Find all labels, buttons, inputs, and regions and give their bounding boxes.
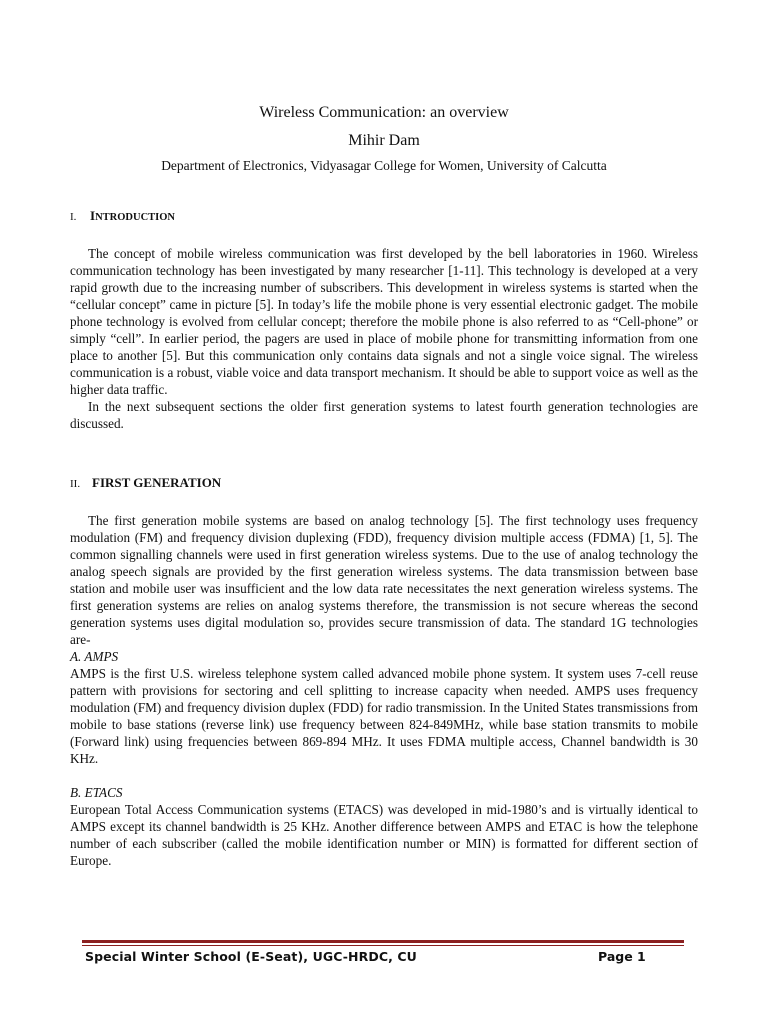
section-heading-first-generation [70, 474, 221, 493]
paragraph: AMPS is the first U.S. wireless telephone system called advanced mobile phone system. It system uses 7-cell reuse pattern with provisions for sectoring and cell splitting to increase capacity when needed. AMPS uses frequency modulation (FM) and frequency division duplex (FDD) for radio transmission. In the United States transmissions from mobile to base stations (reverse link) use frequency between 824-849MHz, while base station transmits to mobile (Forward link) using frequencies between 869-894 MHz. It uses FDMA multiple access, Channel bandwidth is 30 KHz. [70, 666, 698, 766]
footer-rule-thin [82, 945, 684, 946]
subsection-title-etacs: B. ETACS [70, 785, 123, 800]
paragraph: In the next subsequent sections the older first generation systems to latest fourth generation technologies are discussed. [70, 399, 698, 431]
paper-author: Mihir Dam [348, 132, 420, 149]
section-title-rest: NTRODUCTION [95, 212, 175, 223]
first-generation-body [70, 512, 698, 869]
subsection-title-amps: A. AMPS [70, 649, 119, 664]
page-number: Page 1 [598, 949, 646, 964]
paragraph: The first generation mobile systems are based on analog technology [5]. The first technology uses frequency modulation (FM) and frequency division duplexing (FDD), frequency division multiple access (FDMA) [1, 5]. The common signalling channels were used in first generation wireless systems. Due to the use of analog technology the analog speech signals are provided by the first generation wireless systems. The data transmission between base station and mobile user was insufficient and the low data rate necessitates the next generation wireless systems. The first generation systems are relies on analog systems therefore, the transmission is not secure whereas the second generation systems uses digital modulation so, provides secure transmission of data. The standard 1G technologies are- [70, 513, 698, 647]
section-number: II. [70, 478, 81, 490]
paragraph: European Total Access Communication systems (ETACS) was developed in mid-1980’s and is virtually identical to AMPS except its channel bandwidth is 25 KHz. Another difference between AMPS and ETAC is how the telephone number of each subscriber (called the mobile identification number or MIN) is formatted for different section of Europe. [70, 802, 698, 868]
section-title-initial: I [90, 208, 96, 223]
introduction-body [70, 245, 698, 432]
section-heading-introduction [70, 207, 175, 227]
paragraph: The concept of mobile wireless communication was first developed by the bell laboratories in 1960. Wireless communication technology has been investigated by many researcher [1-11]. This technology is developed at a very rapid growth due to the increasing number of subscribers. This development in wireless systems is started when the “cellular concept” came in picture [5]. In today’s life the mobile phone is very essential electronic gadget. The mobile phone technology is evolved from cellular concept; therefore the mobile phone is also referred to as “Cell-phone” or simply “cell”. In earlier period, the pagers are used in place of mobile phone for transmitting information from one place to another [5]. But this communication only contains data signals and not a single voice signal. The wireless communication is a robust, viable voice and data transport mechanism. It should be able to support voice as well as the higher data traffic. [70, 246, 698, 397]
section-number: I. [70, 211, 77, 223]
section-title: FIRST GENERATION [92, 475, 222, 490]
paper-title: Wireless Communication: an overview [259, 104, 509, 121]
paper-affiliation: Department of Electronics, Vidyasagar College for Women, University of Calcutta [161, 158, 607, 173]
footer-rule [82, 940, 684, 943]
footer-text: Special Winter School (E-Seat), UGC-HRDC, CU [85, 949, 417, 964]
